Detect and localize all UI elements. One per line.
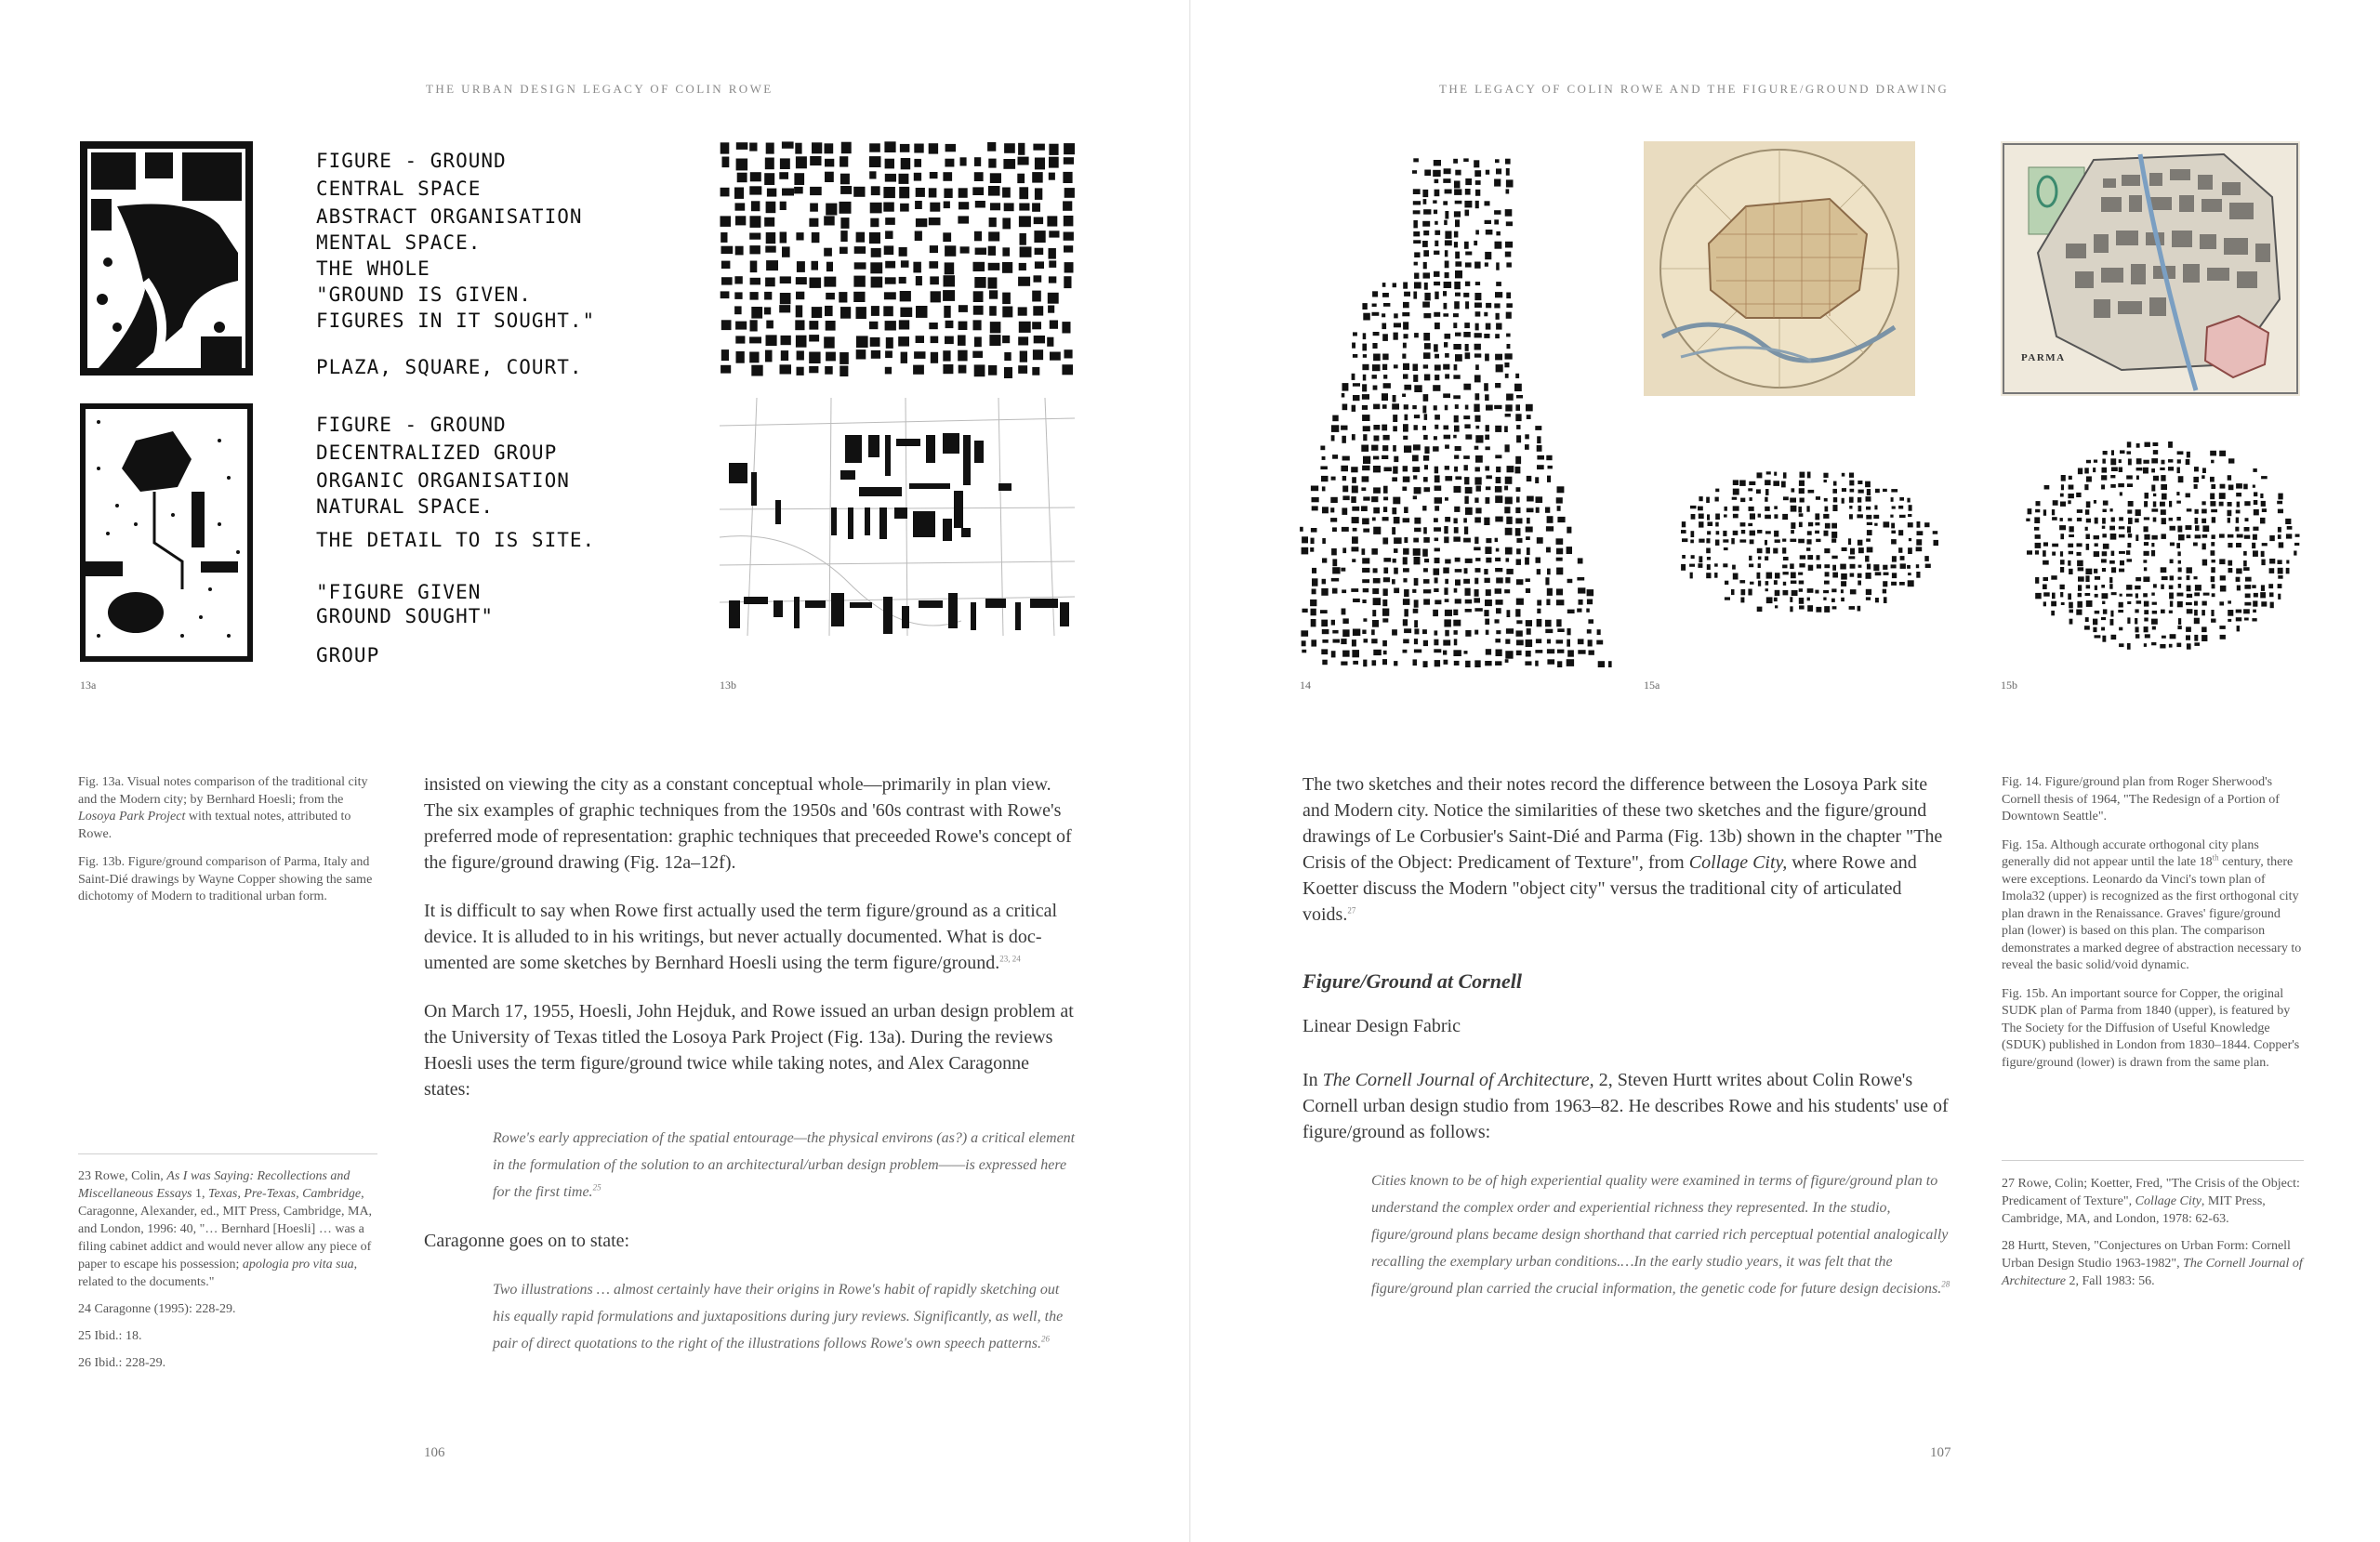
- figure-13a-sketch-bottom: [80, 403, 253, 662]
- sketch-note-line: "GROUND IS GIVEN.: [316, 283, 532, 306]
- footnote-rule-left: [78, 1153, 377, 1154]
- spread-gutter: [1189, 0, 1191, 1542]
- figure-15a-imola-plan-leonardo: [1644, 141, 1915, 396]
- sketch-note-line: NATURAL SPACE.: [316, 495, 495, 518]
- figure-15b-parma-sduk-map: [2001, 141, 2300, 396]
- sketch-note-line: THE WHOLE: [316, 257, 430, 280]
- caption-15b: Fig. 15b. An important source for Copper, the original SUDK plan of Parma from 1840 (upper), is featured by The Society for the Diffusion of Useful Knowledge (SDUK) published in London from 1830–1844. Copper's figure/ground (lower) is drawn from the same plan.: [2002, 986, 2300, 1070]
- footnote-27: 27 Rowe, Colin; Koetter, Fred, "The Crisis of the Object: Predicament of Texture", Collage City, MIT Press, Cambridge, MA, and London, 1978: 62-63.: [2002, 1177, 2300, 1226]
- sketch-note-line: GROUP: [316, 644, 380, 666]
- sketch-note-line: PLAZA, SQUARE, COURT.: [316, 356, 583, 378]
- sketch-note-line: MENTAL SPACE.: [316, 231, 482, 254]
- running-head-right: THE LEGACY OF COLIN ROWE AND THE FIGURE/GROUND DRAWING: [1439, 82, 1950, 96]
- figure-13a-sketch-top: [80, 141, 253, 376]
- captions-right: [2002, 774, 2304, 1083]
- caption-13a: Fig. 13a. Visual notes comparison of the traditional city and the Modern city; by Bernhard Hoesli; from the Losoya Park Project with textual notes, attributed to Rowe.: [78, 775, 368, 841]
- left-body-text: [424, 771, 1077, 1379]
- footnote-rule-right: [2002, 1160, 2304, 1161]
- footnotes-right: [2002, 1175, 2304, 1299]
- block-quote: Rowe's early appreciation of the spatial entourage—the physical environs (as?) a critical element in the formulation of the solution to an architectural/urban design problem——is expressed here for the first time.$^{25}$: [493, 1130, 1076, 1200]
- figure-14-seattle-figure-ground: [1300, 158, 1616, 667]
- block-quote: Cities known to be of high experiential quality were examined in terms of figure/ground plan to understand the complex order and experiential richness they represented. In the studio, figure/ground plans became design shorthand that carried rich perceptual potential analogically recalling the exemplary urban conditions.…In the early studio years, it was felt that the figure/ground plan carried the crucial information, the genetic code for future design decisions.$^{28}$: [1371, 1173, 1950, 1297]
- footnote-28: 28 Hurtt, Steven, "Conjectures on Urban Form: Cornell Urban Design Studio 1963-1982", The Cornell Journal of Architecture 2, Fall 1983: 56.: [2002, 1239, 2303, 1288]
- figure-label-13b: 13b: [720, 679, 736, 692]
- paragraph: The two sketches and their notes record the difference between the Losoya Park site and Modern city. Notice the similarities of these two sketches and the figure/ground drawings of Le Corbusier's Saint-Dié and Parma (Fig. 13b) shown in the chapter "The Crisis of the Object: Predicament of Texture", from Collage City, where Rowe and Koetter discuss the Modern "object city" versus the traditional city of articulated voids.$^{27}$: [1302, 774, 1943, 925]
- running-head-left: THE URBAN DESIGN LEGACY OF COLIN ROWE: [426, 82, 774, 96]
- page-number-left: 106: [424, 1445, 445, 1460]
- subheading: Linear Design Fabric: [1302, 1016, 1461, 1036]
- figure-label-15b: 15b: [2001, 679, 2017, 692]
- paragraph: Caragonne goes on to state:: [424, 1231, 630, 1251]
- paragraph: On March 17, 1955, Hoesli, John Hejduk, and Rowe issued an urban design problem at the University of Texas titled the Losoya Park Project (Fig. 13a). During the reviews Hoesli uses the term figure/ground twice while taking notes, and Alex Caragonne states:: [424, 1001, 1074, 1100]
- caption-13b: Fig. 13b. Figure/ground comparison of Parma, Italy and Saint-Dié drawings by Wayne Copper showing the same dichotomy of Modern to traditional urban form.: [78, 855, 373, 903]
- sketch-note-line: ABSTRACT ORGANISATION: [316, 205, 583, 228]
- figure-label-13a: 13a: [80, 679, 97, 692]
- sketch-note-line: DECENTRALIZED GROUP: [316, 442, 558, 464]
- figure-13b-parma-figure-ground: [720, 141, 1075, 378]
- sketch-note-line: ORGANIC ORGANISATION: [316, 469, 570, 492]
- map-label-parma: PARMA: [2021, 352, 2066, 363]
- figure-15a-imola-figure-ground-graves: [1664, 446, 1943, 632]
- paragraph: In The Cornell Journal of Architecture, 2, Steven Hurtt writes about Colin Rowe's Cornell urban design studio from 1963–82. He describes Rowe and his students' use of figure/ground as follows:: [1302, 1070, 1949, 1142]
- captions-left: [78, 774, 377, 917]
- block-quote: Two illustrations … almost certainly have their origins in Rowe's habit of rapidly sketching out his equally rapid formulations and juxtapositions during jury reviews. Significantly, as well, the pair of direct quotations to the right of the illustrations follows Rowe's own speech patterns.$^{26}$: [493, 1282, 1064, 1351]
- sketch-note-line: CENTRAL SPACE: [316, 178, 482, 200]
- paragraph: It is difficult to say when Rowe first actually used the term figure/ground as a critical device. It is alluded to in his writings, but never actually documented. What is documented are some sketches by Bernhard Hoesli using the term figure/ground.$^{23, 24}$: [424, 901, 1058, 973]
- figure-13a-handwritten-notes: [312, 141, 619, 666]
- caption-14: Fig. 14. Figure/ground plan from Roger Sherwood's Cornell thesis of 1964, "The Redesign of a Portion of Downtown Seattle".: [2002, 775, 2280, 824]
- footnote-23: 23 Rowe, Colin, As I was Saying: Recollections and Miscellaneous Essays 1, Texas, Pre-Texas, Cambridge, Caragonne, Alexander, ed., MIT Press, Cambridge, MA, and London, 1996: 40, "… Bernhard [Hoesli] … was a filing cabinet addict and would never allow any piece of paper to escape his possession; apologia pro vita sua, related to the documents.": [78, 1169, 373, 1289]
- footnotes-left: [78, 1167, 377, 1381]
- page-number-right: 107: [1930, 1445, 1951, 1460]
- figure-15b-parma-figure-ground-copper: [2001, 433, 2300, 666]
- sketch-note-line: FIGURE - GROUND: [316, 414, 507, 436]
- sketch-note-line: "FIGURE GIVEN: [316, 581, 482, 603]
- footnote-26: 26 Ibid.: 228-29.: [78, 1356, 166, 1370]
- footnote-25: 25 Ibid.: 18.: [78, 1329, 142, 1343]
- paragraph: insisted on viewing the city as a constant conceptual whole—primarily in plan view. The six examples of graphic techniques from the 1950s and '60s contrast with Rowe's preferred mode of representation: graphic techniques that preceeded Rowe's concept of the figure/ground drawing (Fig. 12a–12f).: [424, 774, 1072, 873]
- section-heading: Figure/Ground at Cornell: [1302, 969, 1522, 993]
- sketch-note-line: THE DETAIL TO IS SITE.: [316, 529, 596, 551]
- sketch-note-line: FIGURES IN IT SOUGHT.": [316, 310, 596, 332]
- caption-15a: Fig. 15a. Although accurate orthogonal city plans generally did not appear until the late 18th century, there were exceptions. Leonardo da Vinci's town plan of Imola32 (upper) is recognized as the first orthogonal city plan drawn in the Renaissance. Graves' figure/ground plan (lower) is based on this plan. The comparison demonstrates a marked degree of abstraction necessary to reveal the basic solid/void dynamic.: [2002, 837, 2302, 972]
- footnote-24: 24 Caragonne (1995): 228-29.: [78, 1302, 236, 1316]
- right-body-text: [1302, 771, 1955, 1325]
- figure-label-14: 14: [1300, 679, 1311, 692]
- figure-label-15a: 15a: [1644, 679, 1660, 692]
- sketch-note-line: GROUND SOUGHT": [316, 605, 495, 627]
- sketch-note-line: FIGURE - GROUND: [316, 150, 507, 172]
- figure-13b-saint-die-plan: [720, 398, 1075, 636]
